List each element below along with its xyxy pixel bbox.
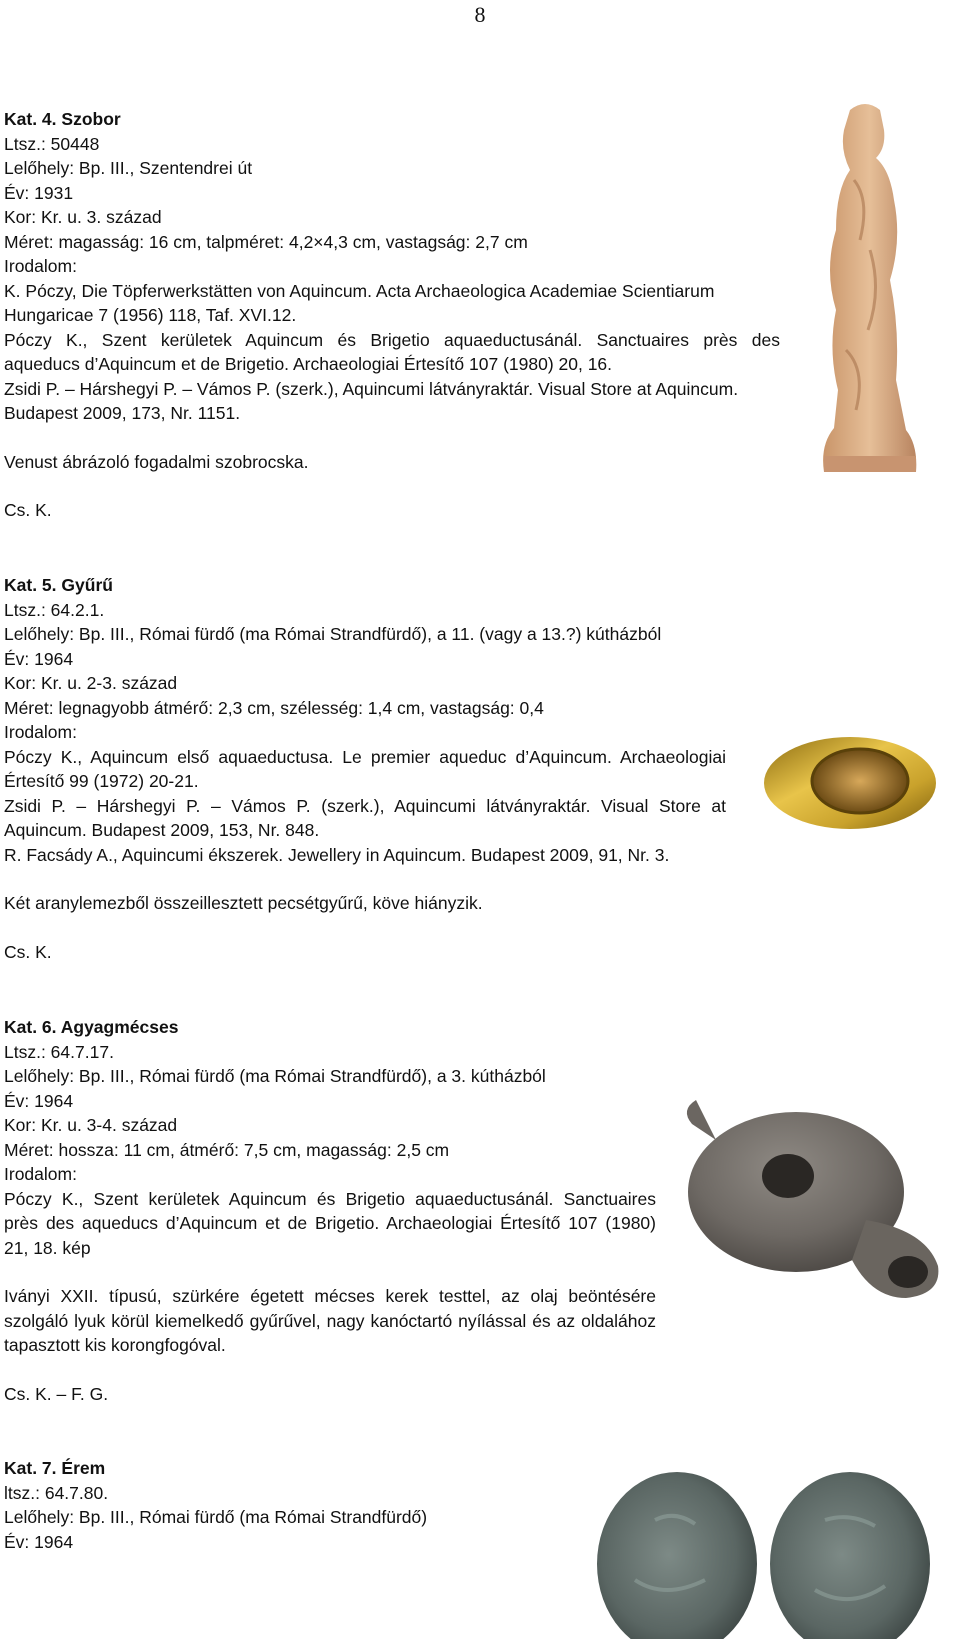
entry-description: Két aranylemezből összeillesztett pecsétgyűrű, köve hiányzik. — [4, 893, 483, 913]
period: Kor: Kr. u. 3-4. század — [4, 1115, 178, 1135]
entry-description-line: tapasztott kis korongfogóval. — [4, 1335, 226, 1355]
year: Év: 1964 — [4, 1531, 74, 1552]
catalog-entry-6 — [4, 1015, 656, 1406]
entry-number: Kat. 5. — [4, 575, 57, 595]
literature-line: K. Póczy, Die Töpferwerkstätten von Aquincum. Acta Archaeologica Academiae Scientiarum — [4, 280, 715, 301]
literature-line: Aquincum. Budapest 2009, 153, Nr. 848. — [4, 820, 320, 840]
findspot: Lelőhely: Bp. III., Római fürdő (ma Római Strandfürdő) — [4, 1507, 428, 1527]
entry-name: Érem — [61, 1458, 106, 1478]
entry-number: Kat. 6. — [4, 1017, 57, 1037]
literature-line: 21, 18. kép — [4, 1237, 91, 1258]
entry-description-line: szolgáló lyuk körül kiemelkedő gyűrűvel, nagy kanóctartó nyílással és az oldalához — [4, 1310, 656, 1331]
findspot: Lelőhely: Bp. III., Római fürdő (ma Római Strandfürdő), a 11. (vagy a 13.?) kútházból — [4, 624, 662, 644]
coin-photo — [595, 1460, 935, 1639]
catalog-entry-5 — [4, 573, 726, 964]
year: Év: 1964 — [4, 1090, 74, 1111]
inventory-number: Ltsz.: 64.7.17. — [4, 1041, 114, 1062]
entry-number: Kat. 4. — [4, 109, 57, 129]
literature-line: Hungaricae 7 (1956) 118, Taf. XVI.12. — [4, 305, 297, 325]
dimensions: Méret: hossza: 11 cm, átmérő: 7,5 cm, magasság: 2,5 cm — [4, 1139, 450, 1160]
entry-author: Cs. K. – F. G. — [4, 1383, 109, 1404]
entry-author: Cs. K. — [4, 941, 52, 962]
literature-label: Irodalom: — [4, 1164, 77, 1184]
catalog-entry-4 — [4, 107, 780, 523]
entry-name: Gyűrű — [61, 575, 113, 595]
page-number: 8 — [474, 2, 486, 27]
literature-line: près des aqueducs d’Aquincum et de Brigetio. Archaeologiai Értesítő 107 (1980) — [4, 1213, 656, 1233]
venus-statuette-photo — [810, 100, 930, 480]
entry-title — [4, 1015, 656, 1040]
entry-number: Kat. 7. — [4, 1458, 57, 1478]
literature-line: aqueducs d’Aquincum et de Brigetio. Archaeologiai Értesítő 107 (1980) 20, 16. — [4, 354, 613, 374]
inventory-number: Ltsz.: 64.2.1. — [4, 599, 105, 620]
gold-ring-photo — [760, 725, 940, 835]
entry-description: Venust ábrázoló fogadalmi szobrocska. — [4, 451, 309, 472]
year: Év: 1931 — [4, 182, 74, 203]
period: Kor: Kr. u. 2-3. század — [4, 673, 178, 693]
literature-line: Zsidi P. – Hárshegyi P. – Vámos P. (szerk.), Aquincumi látványraktár. Visual Store at — [4, 795, 726, 816]
literature-line: R. Facsády A., Aquincumi ékszerek. Jewellery in Aquincum. Budapest 2009, 91, Nr. 3. — [4, 844, 670, 865]
literature-line: Póczy K., Szent kerületek Aquincum és Brigetio aquaeductusánál. Sanctuaires — [4, 1188, 656, 1209]
literature-label: Irodalom: — [4, 256, 77, 276]
entry-title — [4, 107, 780, 132]
literature-line: Budapest 2009, 173, Nr. 1151. — [4, 403, 241, 423]
findspot: Lelőhely: Bp. III., Szentendrei út — [4, 158, 253, 178]
period: Kor: Kr. u. 3. század — [4, 207, 162, 227]
dimensions: Méret: magasság: 16 cm, talpméret: 4,2×4,3 cm, vastagság: 2,7 cm — [4, 231, 528, 252]
findspot: Lelőhely: Bp. III., Római fürdő (ma Római Strandfürdő), a 3. kútházból — [4, 1066, 546, 1086]
literature-line: Póczy K., Aquincum első aquaeductusa. Le premier aqueduc d’Aquincum. Archaeologiai — [4, 746, 726, 767]
inventory-number: Ltsz.: 50448 — [4, 133, 100, 154]
entry-author: Cs. K. — [4, 500, 52, 520]
entry-title — [4, 1456, 564, 1481]
entry-title — [4, 573, 726, 598]
clay-oil-lamp-photo — [676, 1080, 946, 1310]
literature-line: Értesítő 99 (1972) 20-21. — [4, 771, 199, 791]
catalog-entry-7 — [4, 1456, 564, 1554]
entry-name: Agyagmécses — [60, 1017, 179, 1037]
literature-line: Póczy K., Szent kerületek Aquincum és Brigetio aquaeductusánál. Sanctuaires près des — [4, 329, 780, 350]
dimensions: Méret: legnagyobb átmérő: 2,3 cm, szélesség: 1,4 cm, vastagság: 0,4 — [4, 697, 544, 718]
inventory-number: ltsz.: 64.7.80. — [4, 1482, 109, 1503]
entry-name: Szobor — [61, 109, 121, 129]
entry-description-line: Iványi XXII. típusú, szürkére égetett mécses kerek testtel, az olaj beöntésére — [4, 1286, 656, 1306]
year: Év: 1964 — [4, 648, 74, 669]
literature-label: Irodalom: — [4, 722, 77, 742]
literature-line: Zsidi P. – Hárshegyi P. – Vámos P. (szerk.), Aquincumi látványraktár. Visual Store at Aquincum. — [4, 378, 739, 399]
